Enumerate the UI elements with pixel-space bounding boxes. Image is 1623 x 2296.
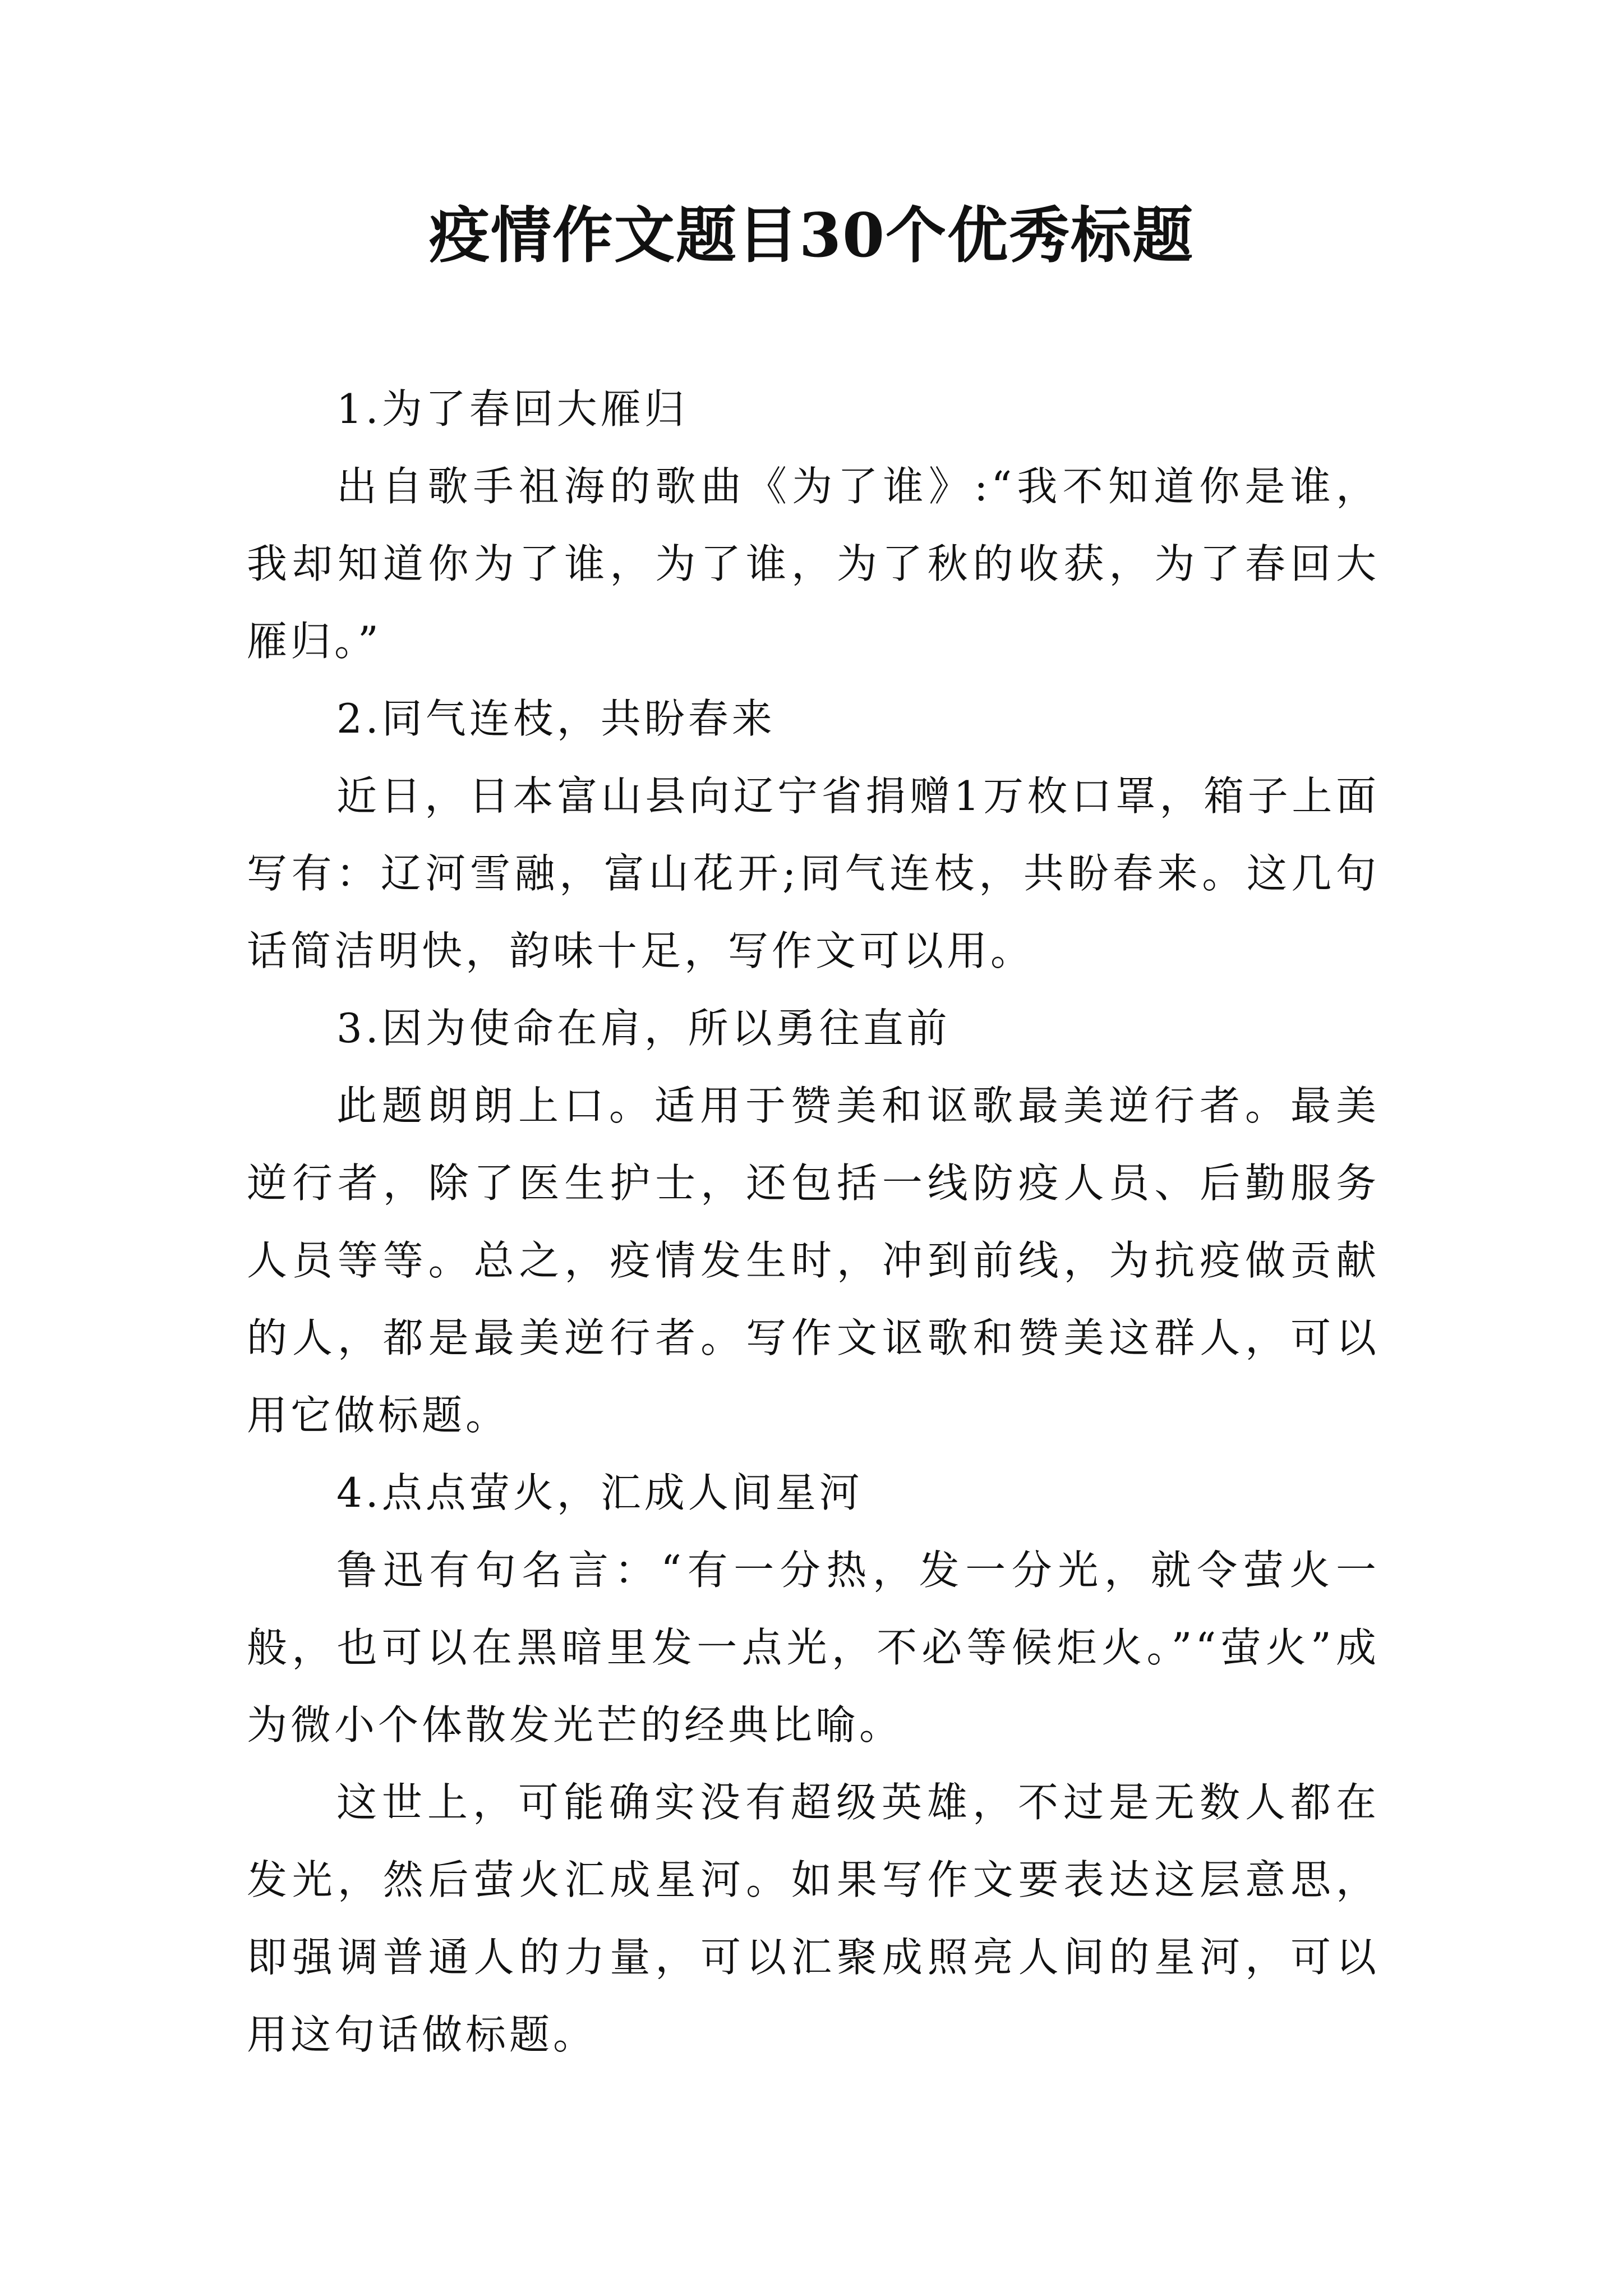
document-body — [247, 370, 1380, 2073]
paragraph-5: 这世上，可能确实没有超级英雄，不过是无数人都在发光，然后萤火汇成星河。如果写作文要表达这层意思，即强调普通人的力量，可以汇聚成照亮人间的星河，可以用这句话做标题。 — [247, 1779, 1380, 2058]
paragraph-3: 此题朗朗上口。适用于赞美和讴歌最美逆行者。最美逆行者，除了医生护士，还包括一线防疫人员、后勤服务人员等等。总之，疫情发生时，冲到前线，为抗疫做贡献的人，都是最美逆行者。写作文讴歌和赞美这群人，可以用它做标题。 — [247, 1082, 1380, 1439]
heading-3: 3.因为使命在肩，所以勇往直前 — [336, 1005, 951, 1052]
paragraph-1: 出自歌手祖海的歌曲《为了谁》:“我不知道你是谁，我却知道你为了谁，为了谁，为了秋的收获，为了春回大雁归。” — [247, 463, 1380, 665]
document-title: 疫情作文题目30个优秀标题 — [428, 200, 1195, 271]
heading-2: 2.同气连枝，共盼春来 — [336, 695, 776, 742]
heading-4: 4.点点萤火，汇成人间星河 — [336, 1469, 863, 1516]
heading-1: 1.为了春回大雁归 — [336, 385, 688, 432]
paragraph-2: 近日，日本富山县向辽宁省捐赠1万枚口罩，箱子上面写有：辽河雪融，富山花开;同气连枝，共盼春来。这几句话简洁明快，韵味十足，写作文可以用。 — [247, 772, 1380, 974]
paragraph-4: 鲁迅有句名言：“有一分热，发一分光，就令萤火一般，也可以在黑暗里发一点光，不必等候炬火。”“萤火”成为微小个体散发光芒的经典比喻。 — [247, 1547, 1380, 1749]
